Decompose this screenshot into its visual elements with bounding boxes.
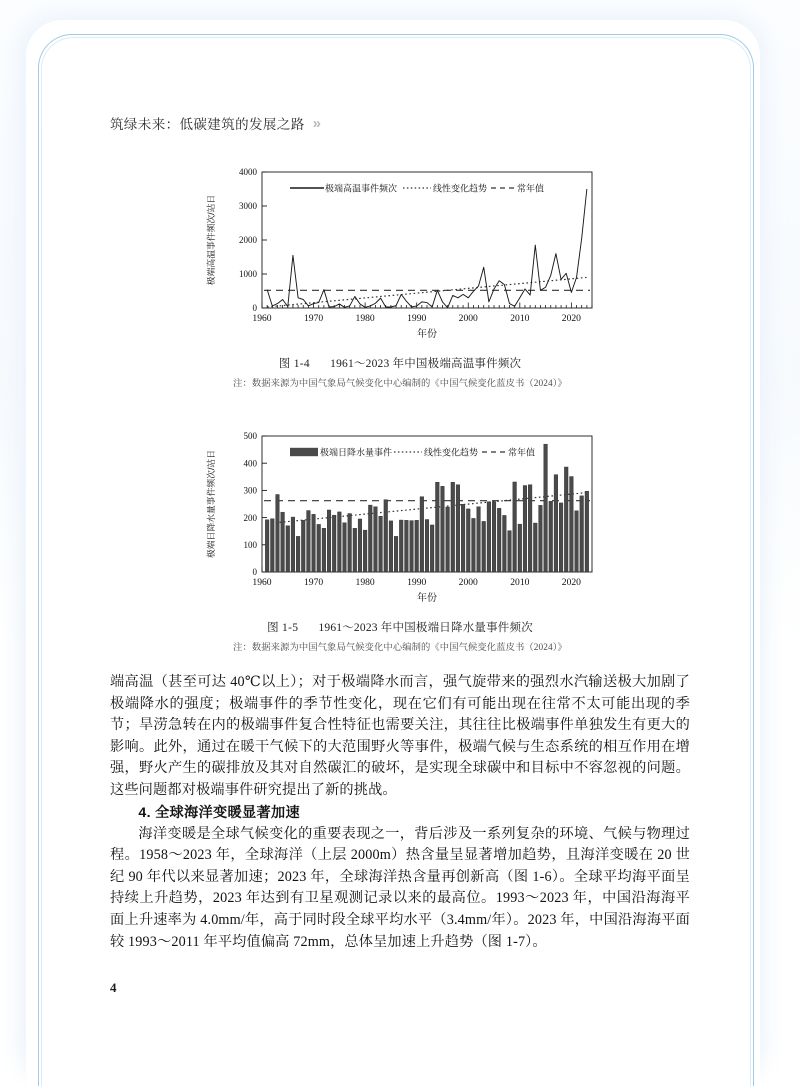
svg-text:1970: 1970 xyxy=(303,577,324,588)
chart-line-extreme-heat xyxy=(200,158,600,348)
svg-text:4000: 4000 xyxy=(239,167,257,178)
svg-text:0: 0 xyxy=(252,567,257,578)
figure-1-4 xyxy=(110,158,690,389)
svg-text:100: 100 xyxy=(243,540,257,550)
svg-text:2000: 2000 xyxy=(239,235,257,246)
svg-text:极端日降水量事件: 极端日降水量事件 xyxy=(320,447,393,458)
svg-text:1980: 1980 xyxy=(355,313,375,324)
svg-text:2020: 2020 xyxy=(561,577,581,588)
figure-1-5-caption-title: 1961～2023 年中国极端日降水量事件频次 xyxy=(318,622,533,634)
svg-text:极端日降水量事件频次/站日: 极端日降水量事件频次/站日 xyxy=(206,449,216,559)
svg-text:2010: 2010 xyxy=(510,577,530,588)
svg-text:常年值: 常年值 xyxy=(517,183,545,194)
running-header xyxy=(110,113,319,133)
page-content xyxy=(110,0,690,1086)
figure-1-4-canvas xyxy=(200,158,600,348)
figure-1-4-caption xyxy=(110,355,690,371)
figure-1-4-note: 注：数据来源为中国气象局气候变化中心编制的《中国气候变化蓝皮书（2024）》 xyxy=(233,379,567,389)
svg-text:1990: 1990 xyxy=(407,313,427,324)
svg-text:1980: 1980 xyxy=(355,577,375,588)
svg-text:200: 200 xyxy=(243,512,257,523)
svg-text:年份: 年份 xyxy=(417,329,437,340)
svg-text:3000: 3000 xyxy=(239,201,257,212)
svg-text:2000: 2000 xyxy=(458,577,478,588)
figure-1-5-caption xyxy=(110,619,690,635)
figure-1-5-canvas xyxy=(200,422,600,612)
svg-text:1970: 1970 xyxy=(303,313,324,324)
chevron-right-icon: » xyxy=(312,114,319,132)
paragraph-ocean-warming: 海洋变暖是全球气候变化的重要表现之一，背后涉及一系列复杂的环境、气候与物理过程。1958～2023 年，全球海洋（上层 2000m）热含量呈显著增加趋势，且海洋变暖在 20 世纪 90 年代以来显著加速；2023 年，全球海洋热含量再创新高（图 1-6）。全球平均海平面呈持续上升趋势，2023 年达到有卫星观测记录以来的最高位。1993～2023 年，中国沿海海平面上升速率为 4.0mm/年，高于同时段全球平均水平（3.4mm/年）。2023 年，中国沿海海平面较 1993～2011 年平均值偏高 72mm，总体呈加速上升趋势（图 1-7）。 xyxy=(110,825,690,950)
figure-1-4-caption-title: 1961～2023 年中国极端高温事件频次 xyxy=(330,358,522,370)
figure-1-5-note: 注：数据来源为中国气象局气候变化中心编制的《中国气候变化蓝皮书（2024）》 xyxy=(233,643,567,653)
chart-bar-extreme-precip xyxy=(200,422,600,612)
svg-text:300: 300 xyxy=(243,485,257,496)
chart-bar-extreme-precip-svg xyxy=(200,422,600,612)
svg-text:1000: 1000 xyxy=(239,269,257,280)
svg-text:500: 500 xyxy=(243,431,257,442)
svg-text:年份: 年份 xyxy=(417,593,437,604)
svg-text:常年值: 常年值 xyxy=(508,447,536,458)
svg-text:1960: 1960 xyxy=(252,577,272,588)
svg-text:2020: 2020 xyxy=(561,313,581,324)
svg-text:2000: 2000 xyxy=(458,313,478,324)
svg-text:1960: 1960 xyxy=(252,313,272,324)
svg-text:400: 400 xyxy=(243,458,257,469)
svg-text:线性变化趋势: 线性变化趋势 xyxy=(433,183,488,194)
body-text-block xyxy=(110,672,690,953)
svg-text:0: 0 xyxy=(252,303,257,314)
section-heading-ocean-warming: 4. 全球海洋变暖显著加速 xyxy=(138,804,300,821)
svg-text:极端高温事件频次/站日: 极端高温事件频次/站日 xyxy=(206,194,216,286)
svg-text:2010: 2010 xyxy=(510,313,530,324)
svg-text:线性变化趋势: 线性变化趋势 xyxy=(424,447,479,458)
page-number: 4 xyxy=(110,980,117,995)
figure-1-5-caption-number: 图 1-5 xyxy=(267,622,299,634)
chart-line-extreme-heat-svg xyxy=(200,158,600,348)
running-header-title: 筑绿未来：低碳建筑的发展之路 xyxy=(110,117,305,132)
paragraph-extreme-events: 端高温（甚至可达 40℃以上）；对于极端降水而言，强气旋带来的强烈水汽输送极大加剧了极端降水的强度；极端事件的季节性变化，现在它们有可能出现在往常不太可能出现的季节；旱涝急转在内的极端事件复合性特征也需要关注，其往往比极端事件单独发生有更大的影响。此外，通过在暖干气候下的大范围野火等事件，极端气候与生态系统的相互作用在增强，野火产生的碳排放及其对自然碳汇的破坏，是实现全球碳中和目标中不容忽视的问题。这些问题都对极端事件研究提出了新的挑战。 xyxy=(110,674,690,798)
figure-1-4-caption-number: 图 1-4 xyxy=(278,358,310,370)
svg-text:极端高温事件频次: 极端高温事件频次 xyxy=(325,183,398,194)
svg-text:1990: 1990 xyxy=(407,577,427,588)
figure-1-5 xyxy=(110,422,690,653)
